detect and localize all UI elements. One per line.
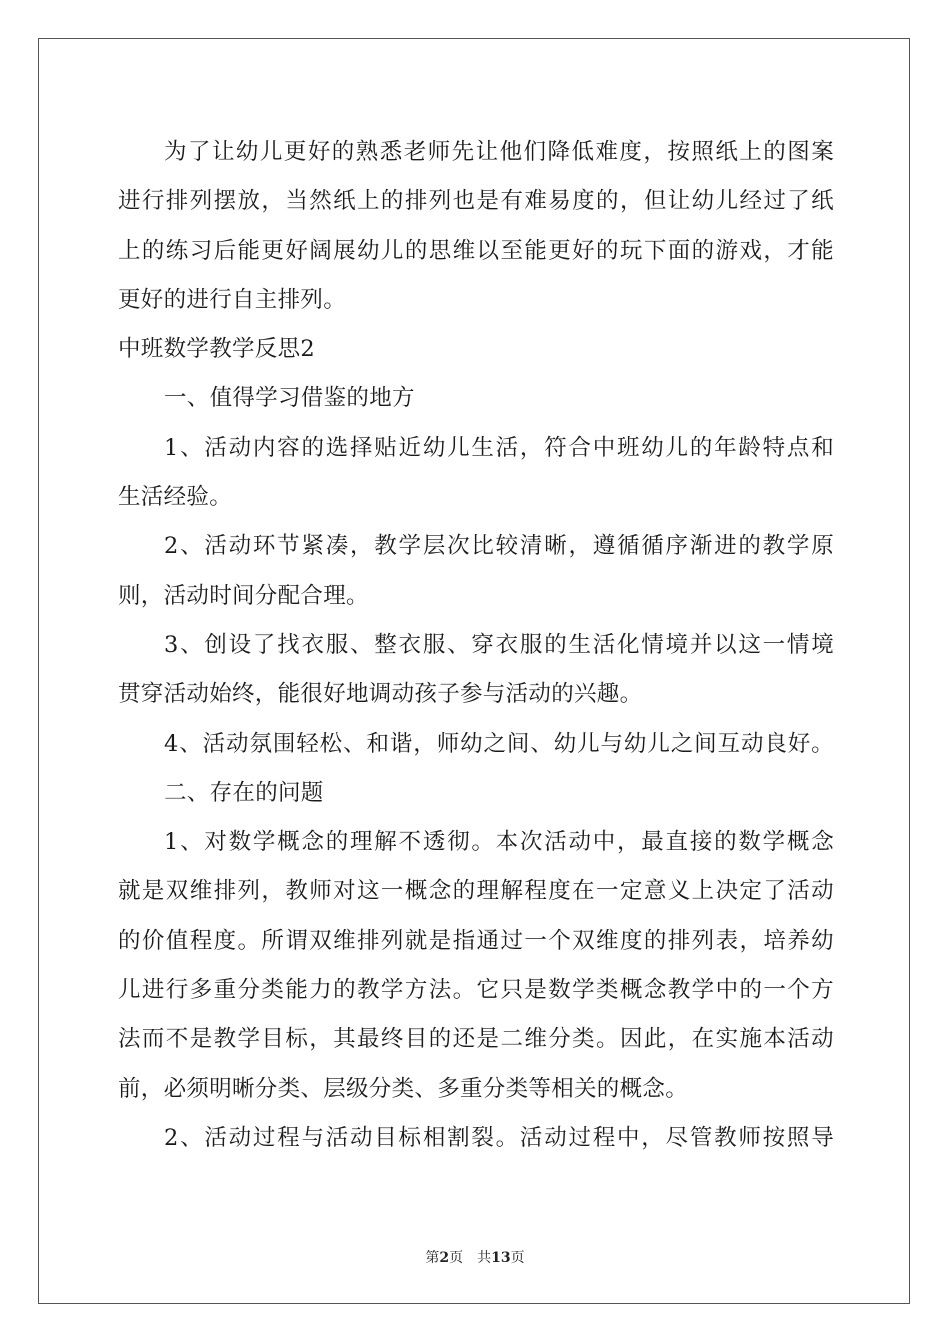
text-line: 法而不是教学目标，其最终目的还是二维分类。因此，在实施本活动 xyxy=(118,1026,834,1053)
text-line: 前，必须明晰分类、层级分类、多重分类等相关的概念。 xyxy=(118,1075,689,1102)
text-line: 进行排列摆放，当然纸上的排列也是有难易度的，但让幼儿经过了纸 xyxy=(118,188,834,215)
text-line: 二、存在的问题 xyxy=(164,779,324,806)
footer-total-pages: 13 xyxy=(491,1250,511,1266)
footer-current-page: 2 xyxy=(439,1250,450,1266)
text-line: 2、活动环节紧凑，教学层次比较清晰，遵循循序渐进的教学原 xyxy=(164,533,834,560)
text-line: 的价值程度。所谓双维排列就是指通过一个双维度的排列表，培养幼 xyxy=(118,927,834,954)
text-line: 为了让幼儿更好的熟悉老师先让他们降低难度，按照纸上的图案 xyxy=(164,139,834,165)
text-line: 4、活动氛围轻松、和谐，师幼之间、幼儿与幼儿之间互动良好。 xyxy=(164,730,834,757)
document-body xyxy=(118,128,834,1163)
page-footer xyxy=(0,1247,950,1267)
text-line: 中班数学教学反思2 xyxy=(118,336,316,363)
text-line: 生活经验。 xyxy=(118,484,233,511)
text-line: 则，活动时间分配合理。 xyxy=(118,582,369,609)
footer-page-prefix: 第 xyxy=(425,1250,440,1266)
text-line: 3、创设了找衣服、整衣服、穿衣服的生活化情境并以这一情境 xyxy=(164,631,834,658)
text-line: 2、活动过程与活动目标相割裂。活动过程中，尽管教师按照导 xyxy=(164,1124,834,1151)
text-line: 儿进行多重分类能力的教学方法。它只是数学类概念教学中的一个方 xyxy=(118,977,834,1004)
text-line: 1、活动内容的选择贴近幼儿生活，符合中班幼儿的年龄特点和 xyxy=(164,434,834,461)
footer-total-prefix: 共 xyxy=(477,1250,492,1266)
text-line: 一、值得学习借鉴的地方 xyxy=(164,385,415,412)
text-line: 1、对数学概念的理解不透彻。本次活动中，最直接的数学概念 xyxy=(164,829,834,856)
text-line: 就是双维排列，教师对这一概念的理解程度在一定意义上决定了活动 xyxy=(118,878,834,905)
text-line: 更好的进行自主排列。 xyxy=(118,286,347,313)
text-line: 上的练习后能更好阔展幼儿的思维以至能更好的玩下面的游戏，才能 xyxy=(118,237,834,264)
text-line: 贯穿活动始终，能很好地调动孩子参与活动的兴趣。 xyxy=(118,681,643,708)
footer-page-unit: 页 xyxy=(449,1250,464,1266)
footer-total-unit: 页 xyxy=(510,1250,525,1266)
